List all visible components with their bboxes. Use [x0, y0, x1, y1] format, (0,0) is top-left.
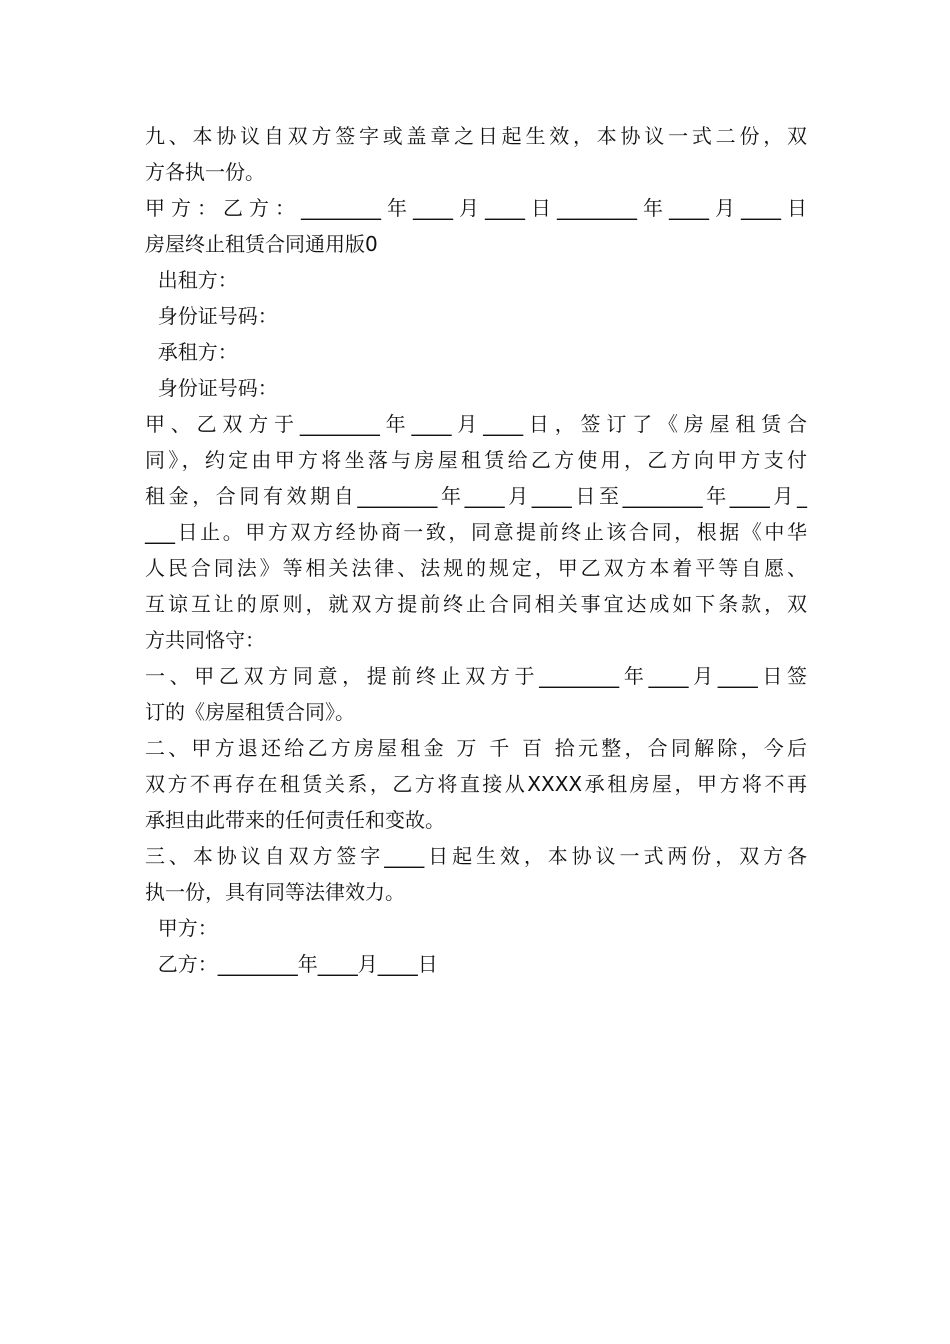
lessee-label: 承租方：	[145, 340, 238, 364]
clause-2-line-1: 二、甲方退还给乙方房屋租金 万 千 百 拾元整，合同解除，今后	[145, 736, 807, 760]
clause-2-line-2: 双方不再存在租赁关系，乙方将直接从XXXX承租房屋，甲方将不再	[145, 772, 807, 796]
preamble-line-5: 人民合同法》等相关法律、法规的规定，甲乙双方本着平等自愿、	[145, 556, 807, 580]
preamble-line-6: 互谅互让的原则，就双方提前终止合同相关事宜达成如下条款，双	[145, 592, 807, 616]
preamble-line-7: 方共同恪守：	[145, 628, 265, 652]
party-a-signature: 甲方：	[145, 916, 218, 940]
clause-1-line-1: 一、甲乙双方同意，提前终止双方于________年____月____日签	[145, 664, 807, 688]
clause-3-line-2: 执一份，具有同等法律效力。	[145, 880, 405, 904]
lessor-id-label: 身份证号码：	[145, 304, 278, 328]
preamble-line-1: 甲、乙双方于________年____月____日，签订了《房屋租赁合	[145, 412, 807, 436]
preamble-line-2: 同》，约定由甲方将坐落与房屋租赁给乙方使用，乙方向甲方支付	[145, 448, 807, 472]
document-page	[145, 118, 807, 982]
signature-line-top: 甲方：乙方：________年____月____日________年____月____日	[145, 196, 807, 220]
clause-2-line-3: 承担由此带来的任何责任和变故。	[145, 808, 445, 832]
clause-9-line-2: 方各执一份。	[145, 160, 265, 184]
clause-1-line-2: 订的《房屋租赁合同》。	[145, 700, 355, 724]
preamble-line-4: ___日止。甲方双方经协商一致，同意提前终止该合同，根据《中华	[145, 520, 807, 544]
clause-9-line-1: 九、本协议自双方签字或盖章之日起生效，本协议一式二份，双	[145, 124, 807, 148]
party-b-signature-date: 乙方：________年____月____日	[145, 952, 438, 976]
lessee-id-label: 身份证号码：	[145, 376, 278, 400]
clause-3-line-1: 三、本协议自双方签字____日起生效，本协议一式两份，双方各	[145, 844, 807, 868]
document-title: 房屋终止租赁合同通用版0	[145, 232, 378, 256]
lessor-label: 出租方：	[145, 268, 238, 292]
preamble-line-3: 租金，合同有效期自________年____月____日至________年____月_	[145, 484, 807, 508]
